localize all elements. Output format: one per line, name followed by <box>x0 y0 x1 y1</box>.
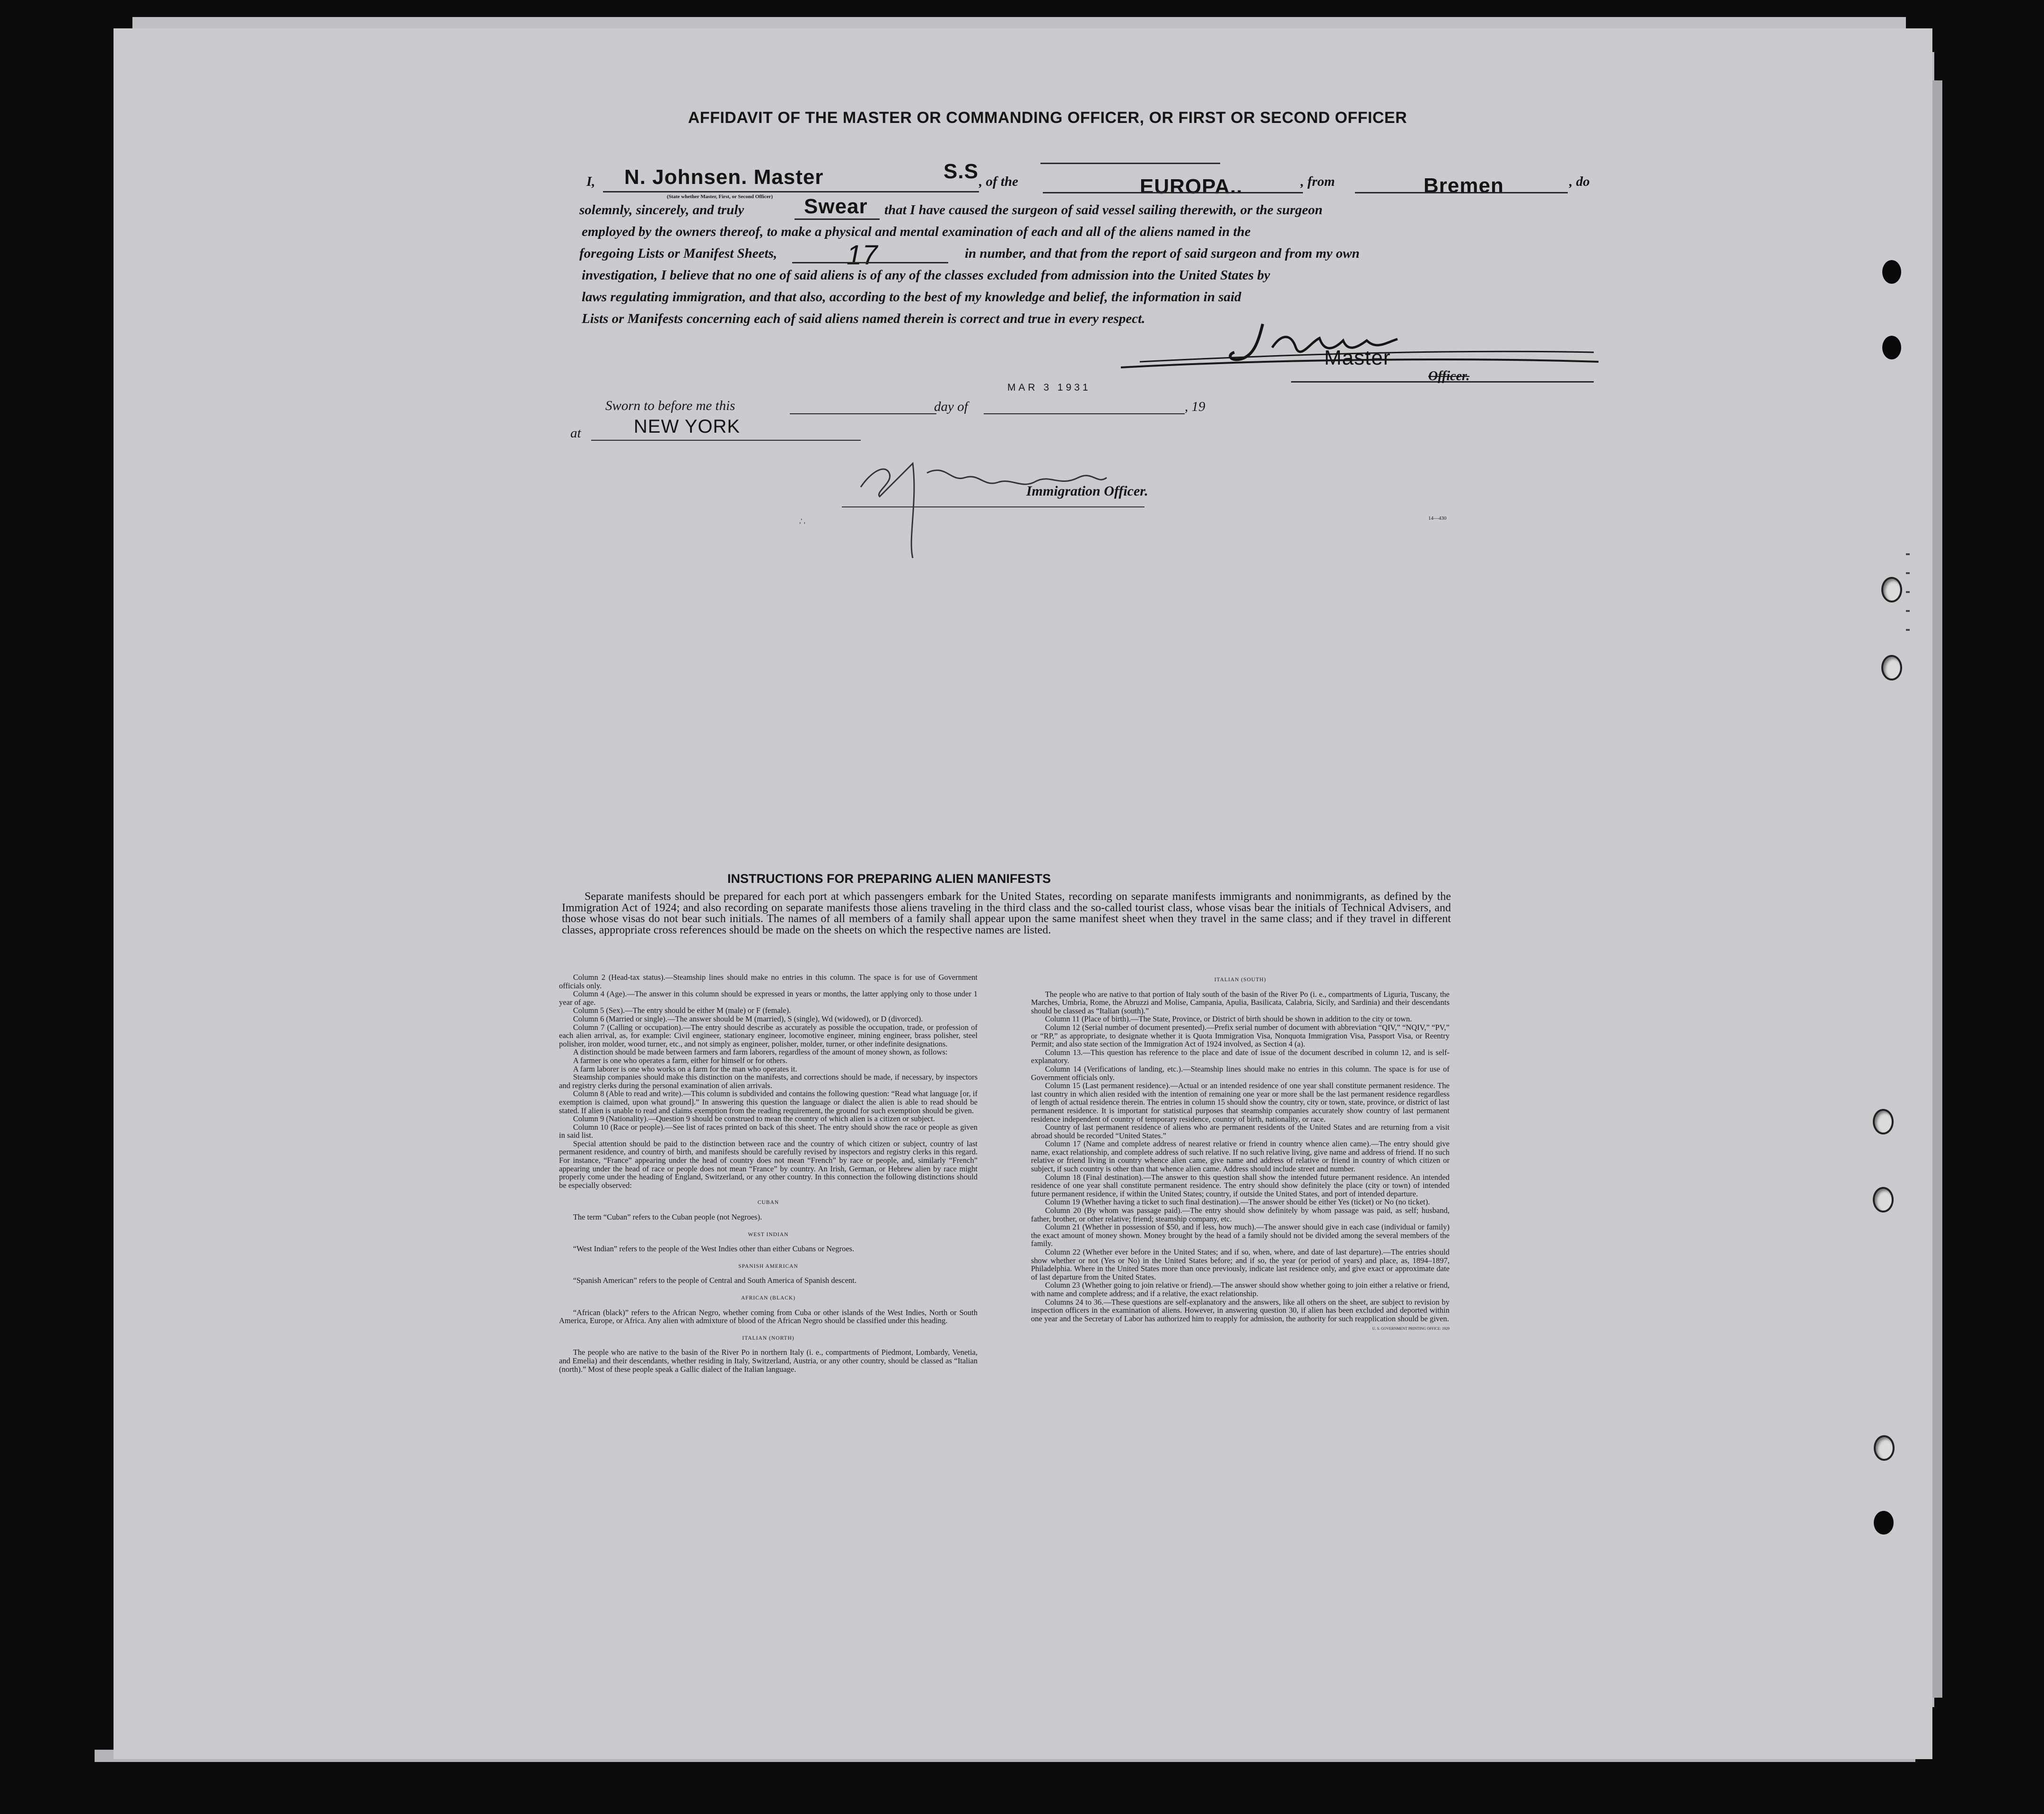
right-p14: Column 23 (Whether going to join relative or friend).—The answer should show whether going to join either a relative or friend, with name and complete address; and if a relative, the exact relationship. <box>1031 1281 1450 1298</box>
heading-west-indian: WEST INDIAN <box>748 1231 789 1238</box>
port-line <box>1355 192 1568 193</box>
ship-name-line <box>1043 192 1303 193</box>
left-p2: Column 4 (Age).—The answer in this column should be expressed in years or months, the latter applying only to those under 1 year of age. <box>559 989 978 1007</box>
of-the-label: , of the <box>979 174 1018 189</box>
heading-african: AFRICAN (BLACK) <box>741 1295 795 1301</box>
affidavit-line-3: employed by the owners thereof, to make a physical and mental examination of each and all of the aliens named in the <box>582 224 1251 239</box>
state-note: (State whether Master, First, or Second Officer) <box>667 194 773 200</box>
ship-prefix-value: S.S <box>943 160 978 183</box>
affidavit-line-6: laws regulating immigration, and that also, according to the best of my knowledge and belief, the information in said <box>582 289 1241 305</box>
right-p10: Column 19 (Whether having a ticket to such final destination).—The answer should be either Yes (ticket) or No (no ticket). <box>1045 1197 1430 1207</box>
edge-tick-1 <box>1906 553 1910 555</box>
binder-hole-4 <box>1881 655 1902 680</box>
instructions-intro <box>562 891 1451 936</box>
manifest-page <box>114 28 1932 1759</box>
right-p4: Column 13.—This question has reference to the place and date of issue of the document described in column 12, and is self-explanatory. <box>1031 1047 1450 1065</box>
paragraph-cuban: The term “Cuban” refers to the Cuban people (not Negroes). <box>573 1212 762 1222</box>
right-p2: Column 11 (Place of birth).—The State, Province, or District of birth should be shown in addition to the city or town. <box>1045 1014 1412 1024</box>
sheets-count-line <box>792 262 948 263</box>
place-line <box>114 416 1932 445</box>
do-label: , do <box>1569 174 1590 189</box>
ship-name-value: EUROPA.. <box>1140 175 1243 198</box>
page-edge-right-2 <box>1932 80 1942 1698</box>
heading-cuban: CUBAN <box>757 1200 779 1206</box>
affidavit-line-5: investigation, I believe that no one of said aliens is of any of the classes excluded from admission into the United States by <box>582 268 1270 283</box>
left-p5: Column 7 (Calling or occupation).—The entry should describe as accurately as possible the occupation, trade, or profession of each alien arrival, as, for example: Civil engineer, stationary engineer, locomotive engineer, mining engineer, brass polisher, steel polisher, iron molder, wood turner, etc., and not simply as engineer, polisher, molder, turner, or other indefinite designations. <box>559 1022 978 1048</box>
signature-text <box>1263 331 1266 332</box>
paragraph-spanish-american: “Spanish American” refers to the people of Central and South America of Spanish descent. <box>573 1276 857 1285</box>
right-p8: Column 17 (Name and complete address of nearest relative or friend in country whence alien came).—The entry should give name, exact relationship, and complete address of such relative. If no such relative living, give name and address of friend. If no such relative or friend living in country whence alien came, give name and address of relative or friend in country of which citizen or subject, if such country is other than that whence alien came. Address should include street and number. <box>1031 1139 1450 1174</box>
sworn-label: Sworn to before me this <box>605 398 735 413</box>
affidavit-line-4-pre: foregoing Lists or Manifest Sheets, <box>579 246 777 261</box>
affidavit-line-2-pre: solemnly, sincerely, and truly <box>579 202 744 218</box>
date-line <box>984 413 1185 414</box>
year-label: , 19 <box>1185 399 1205 414</box>
binder-hole-8 <box>1874 1511 1894 1535</box>
left-p3: Column 5 (Sex).—The entry should be either M (male) or F (female). <box>573 1006 791 1015</box>
immigration-officer-signature <box>842 445 1249 567</box>
edge-tick-2 <box>1906 572 1910 574</box>
master-name-value: N. Johnsen. Master <box>624 166 824 189</box>
right-p9: Column 18 (Final destination).—The answer to this question shall show the intended future permanent residence. An intended residence of one year shall constitute permanent residence. The entry should show definitely the place (city or town) of intended future permanent residence, if within the United States; country, if outside the United States, and port of intended departure. <box>1031 1172 1450 1198</box>
officer-label: Officer. <box>1428 369 1470 384</box>
day-of-label: day of <box>934 399 968 414</box>
left-p11: Column 9 (Nationality).—Question 9 should be construed to mean the country of which alien is a citizen or subject. <box>573 1114 935 1124</box>
left-p7: A farmer is one who operates a farm, either for himself or for others. <box>573 1055 787 1065</box>
right-p3: Column 12 (Serial number of document presented).—Prefix serial number of document with abbreviation “QIV,” “NQIV,” “PV,” or “RP,” as appropriate, to designate whether it is Quota Immigration Visa, Nonquota Immigration Visa, Passport Visa, or Reentry Permit; and also state section of the Immigration Act of 1924 involved, as Section 4 (a). <box>1031 1022 1450 1049</box>
affidavit-line-7: Lists or Manifests concerning each of said aliens named therein is correct and true in every respect. <box>582 311 1145 326</box>
binder-hole-1 <box>1882 260 1901 284</box>
place-value: NEW YORK <box>634 416 741 437</box>
left-p4: Column 6 (Married or single).—The answer should be M (married), S (single), Wd (widowed), or D (divorced). <box>573 1014 923 1023</box>
from-label: , from <box>1301 174 1335 189</box>
swear-line <box>795 218 880 220</box>
binder-hole-6 <box>1873 1187 1894 1212</box>
heading-italian-south: ITALIAN (SOUTH) <box>1214 977 1267 983</box>
binder-hole-2 <box>1882 336 1901 359</box>
left-p10: Column 8 (Able to read and write).—This column is subdivided and contains the following question: “Read what language [or, if exemption is claimed, upon what ground].” In answering this question the language or dialect the alien is able to read should be stated. If alien is unable to read and claims exemption from the reading requirement, the ground for such exemption should be given. <box>559 1089 978 1115</box>
edge-tick-5 <box>1906 629 1910 631</box>
paragraph-west-indian: “West Indian” refers to the people of the West Indies other than either Cubans or Negroes. <box>573 1244 855 1254</box>
right-p7: Country of last permanent residence of aliens who are permanent residents of the United States and are returning from a visit abroad should be recorded “United States.” <box>1031 1123 1450 1140</box>
edge-tick-4 <box>1906 610 1910 612</box>
swear-value: Swear <box>804 195 868 218</box>
left-p1: Column 2 (Head-tax status).—Steamship lines should make no entries in this column. The space is for use of Government officials only. <box>559 973 978 990</box>
affidavit-line-1 <box>114 160 1932 200</box>
right-p15: Columns 24 to 36.—These questions are self-explanatory and the answers, like all others on the sheet, are subject to revision by inspection officers in the examination of aliens. However, in answering question 30, if alien has been excluded and deported within one year and the Secretary of Labor has authorized him to reapply for admission, the authority for such reapplication should be given. <box>1031 1297 1450 1323</box>
right-p5: Column 14 (Verifications of landing, etc.).—Steamship lines should make no entries in this column. The space is for use of Government officials only. <box>1031 1064 1450 1082</box>
binder-hole-3 <box>1881 577 1902 602</box>
port-value: Bremen <box>1424 174 1504 197</box>
heading-spanish-american: SPANISH AMERICAN <box>738 1263 798 1269</box>
instructions-heading: INSTRUCTIONS FOR PREPARING ALIEN MANIFESTS <box>727 872 1051 886</box>
right-p6: Column 15 (Last permanent residence).—Actual or an intended residence of one year shall constitute permanent residence. The last country in which alien resided with the intention of remaining one year or more shall be the last permanent residence regardless of length of actual residence therein. The entries in column 15 should show the country, city or town, state, province, or district of last permanent residence. It is important for statistical purposes that steamship companies accurately show country of last permanent residence independent of country of temporary residence, country of birth, nationality, or race. <box>1031 1081 1450 1124</box>
master-title-value: Master <box>1324 346 1391 369</box>
date-stamp-value: MAR 3 1931 <box>1007 382 1091 393</box>
right-p12: Column 21 (Whether in possession of $50, and if less, how much).—The answer should give in each case (individual or family) the exact amount of money shown. Money brought by the head of a family should not be divided among the several members of the family. <box>1031 1222 1450 1248</box>
left-p12: Column 10 (Race or people).—See list of races printed on back of this sheet. The entry should show the race or people as given in said list. <box>559 1122 978 1140</box>
left-p9: Steamship companies should make this distinction on the manifests, and corrections should be made, if necessary, by inspectors and registry clerks during the personal examination of alien arrivals. <box>559 1073 978 1090</box>
binder-hole-7 <box>1874 1435 1895 1461</box>
right-p1: The people who are native to that portion of Italy south of the basin of the River Po (i. e., compartments of Liguria, Tuscany, the Marches, Umbria, Rome, the Abruzzi and Molise, Campania, Apulia, Basilicata, Calabria, Sicily, and Sardinia) and their descendants should be classed as “Italian (south).” <box>1031 989 1450 1015</box>
officer-signature-text <box>917 473 921 474</box>
right-p11: Column 20 (By whom was passage paid).—The entry should show definitely by whom passage was paid, as self; husband, father, brother, or other relative; friend; steamship company, etc. <box>1031 1206 1450 1223</box>
i-label: I, <box>586 174 595 189</box>
binder-hole-5 <box>1873 1109 1894 1134</box>
at-label: at <box>570 426 581 441</box>
immigration-officer-label: Immigration Officer. <box>1026 483 1148 499</box>
sheets-count-value: 17 <box>847 240 878 270</box>
form-number: 14—430 <box>1428 515 1447 521</box>
left-p13: Special attention should be paid to the distinction between race and the country of which citizen or subject, country of last permanent residence, and country of birth, and manifests should be carefully revised by inspectors and registry clerks in this regard. For instance, “France” appearing under the head of country does not mean “French” by race or people, and, similarly “French” appearing under the head of race or people does not mean “France” by country. An Irish, German, or Hebrew alien by race might properly come under the heading of England, Switzerland, or any other country. In this connection the following distinctions should be especially observed: <box>559 1139 978 1190</box>
affidavit-heading: AFFIDAVIT OF THE MASTER OR COMMANDING OFFICER, OR FIRST OR SECOND OFFICER <box>688 109 1407 127</box>
heading-italian-north: ITALIAN (NORTH) <box>742 1335 795 1341</box>
sworn-day-line <box>790 413 936 414</box>
instructions-right-column <box>1031 974 1450 1333</box>
printer-imprint: U. S. GOVERNMENT PRINTING OFFICE: 1929 <box>1372 1326 1450 1331</box>
master-name-line <box>603 191 979 192</box>
affidavit-line-2-post: that I have caused the surgeon of said vessel sailing therewith, or the surgeon <box>884 202 1323 218</box>
instructions-left-column <box>559 973 978 1373</box>
edge-tick-3 <box>1906 591 1910 593</box>
left-p8: A farm laborer is one who works on a farm for the man who operates it. <box>573 1064 797 1073</box>
paragraph-african: “African (black)” refers to the African Negro, whether coming from Cuba or other islands of the West Indies, North or South America, Europe, or Africa. Any alien with admixture of blood of the African Negro should be classified under this heading. <box>559 1308 978 1326</box>
place-line-rule <box>591 440 861 441</box>
right-p13: Column 22 (Whether ever before in the United States; and if so, when, where, and date of last departure).—The entries should show whether or not (Yes or No) in the United States before; and if so, the year (or period of years) and place, as, 1894–1897, Philadelphia. Where in the United States more than once previously, indicate last residence only, and give exact or approximate date of last departure from the United States. <box>1031 1247 1450 1282</box>
intro-paragraph: Separate manifests should be prepared for each port at which passengers embark for the United States, recording on separate manifests immigrants and nonimmigrants, as defined by the Immigration Act of 1924; and also recording on separate manifests those aliens traveling in the third class and the so-called tourist class, whose visas bear the initials of Technical Advisers, and those whose visas do not bear such initials. The names of all members of a family shall appear upon the same manifest sheet when they travel in the same class; and if they travel in different classes, appropriate cross references should be made on the sheets on which the respective names are listed. <box>562 890 1451 936</box>
stray-marks: ,' , <box>799 518 806 525</box>
paragraph-italian-north: The people who are native to the basin of the River Po in northern Italy (i. e., compartments of Piedmont, Lombardy, Venetia, and Emelia) and their descendants, whether residing in Italy, Switzerland, Austria, or any other country, should be classed as “Italian (north).” Most of these people speak a Gallic dialect of the Italian language. <box>559 1348 978 1374</box>
affidavit-line-4-post: in number, and that from the report of said surgeon and from my own <box>965 246 1360 261</box>
left-p6: A distinction should be made between farmers and farm laborers, regardless of the amount of money shown, as follows: <box>573 1047 948 1057</box>
ship-prefix-line <box>1040 163 1220 164</box>
